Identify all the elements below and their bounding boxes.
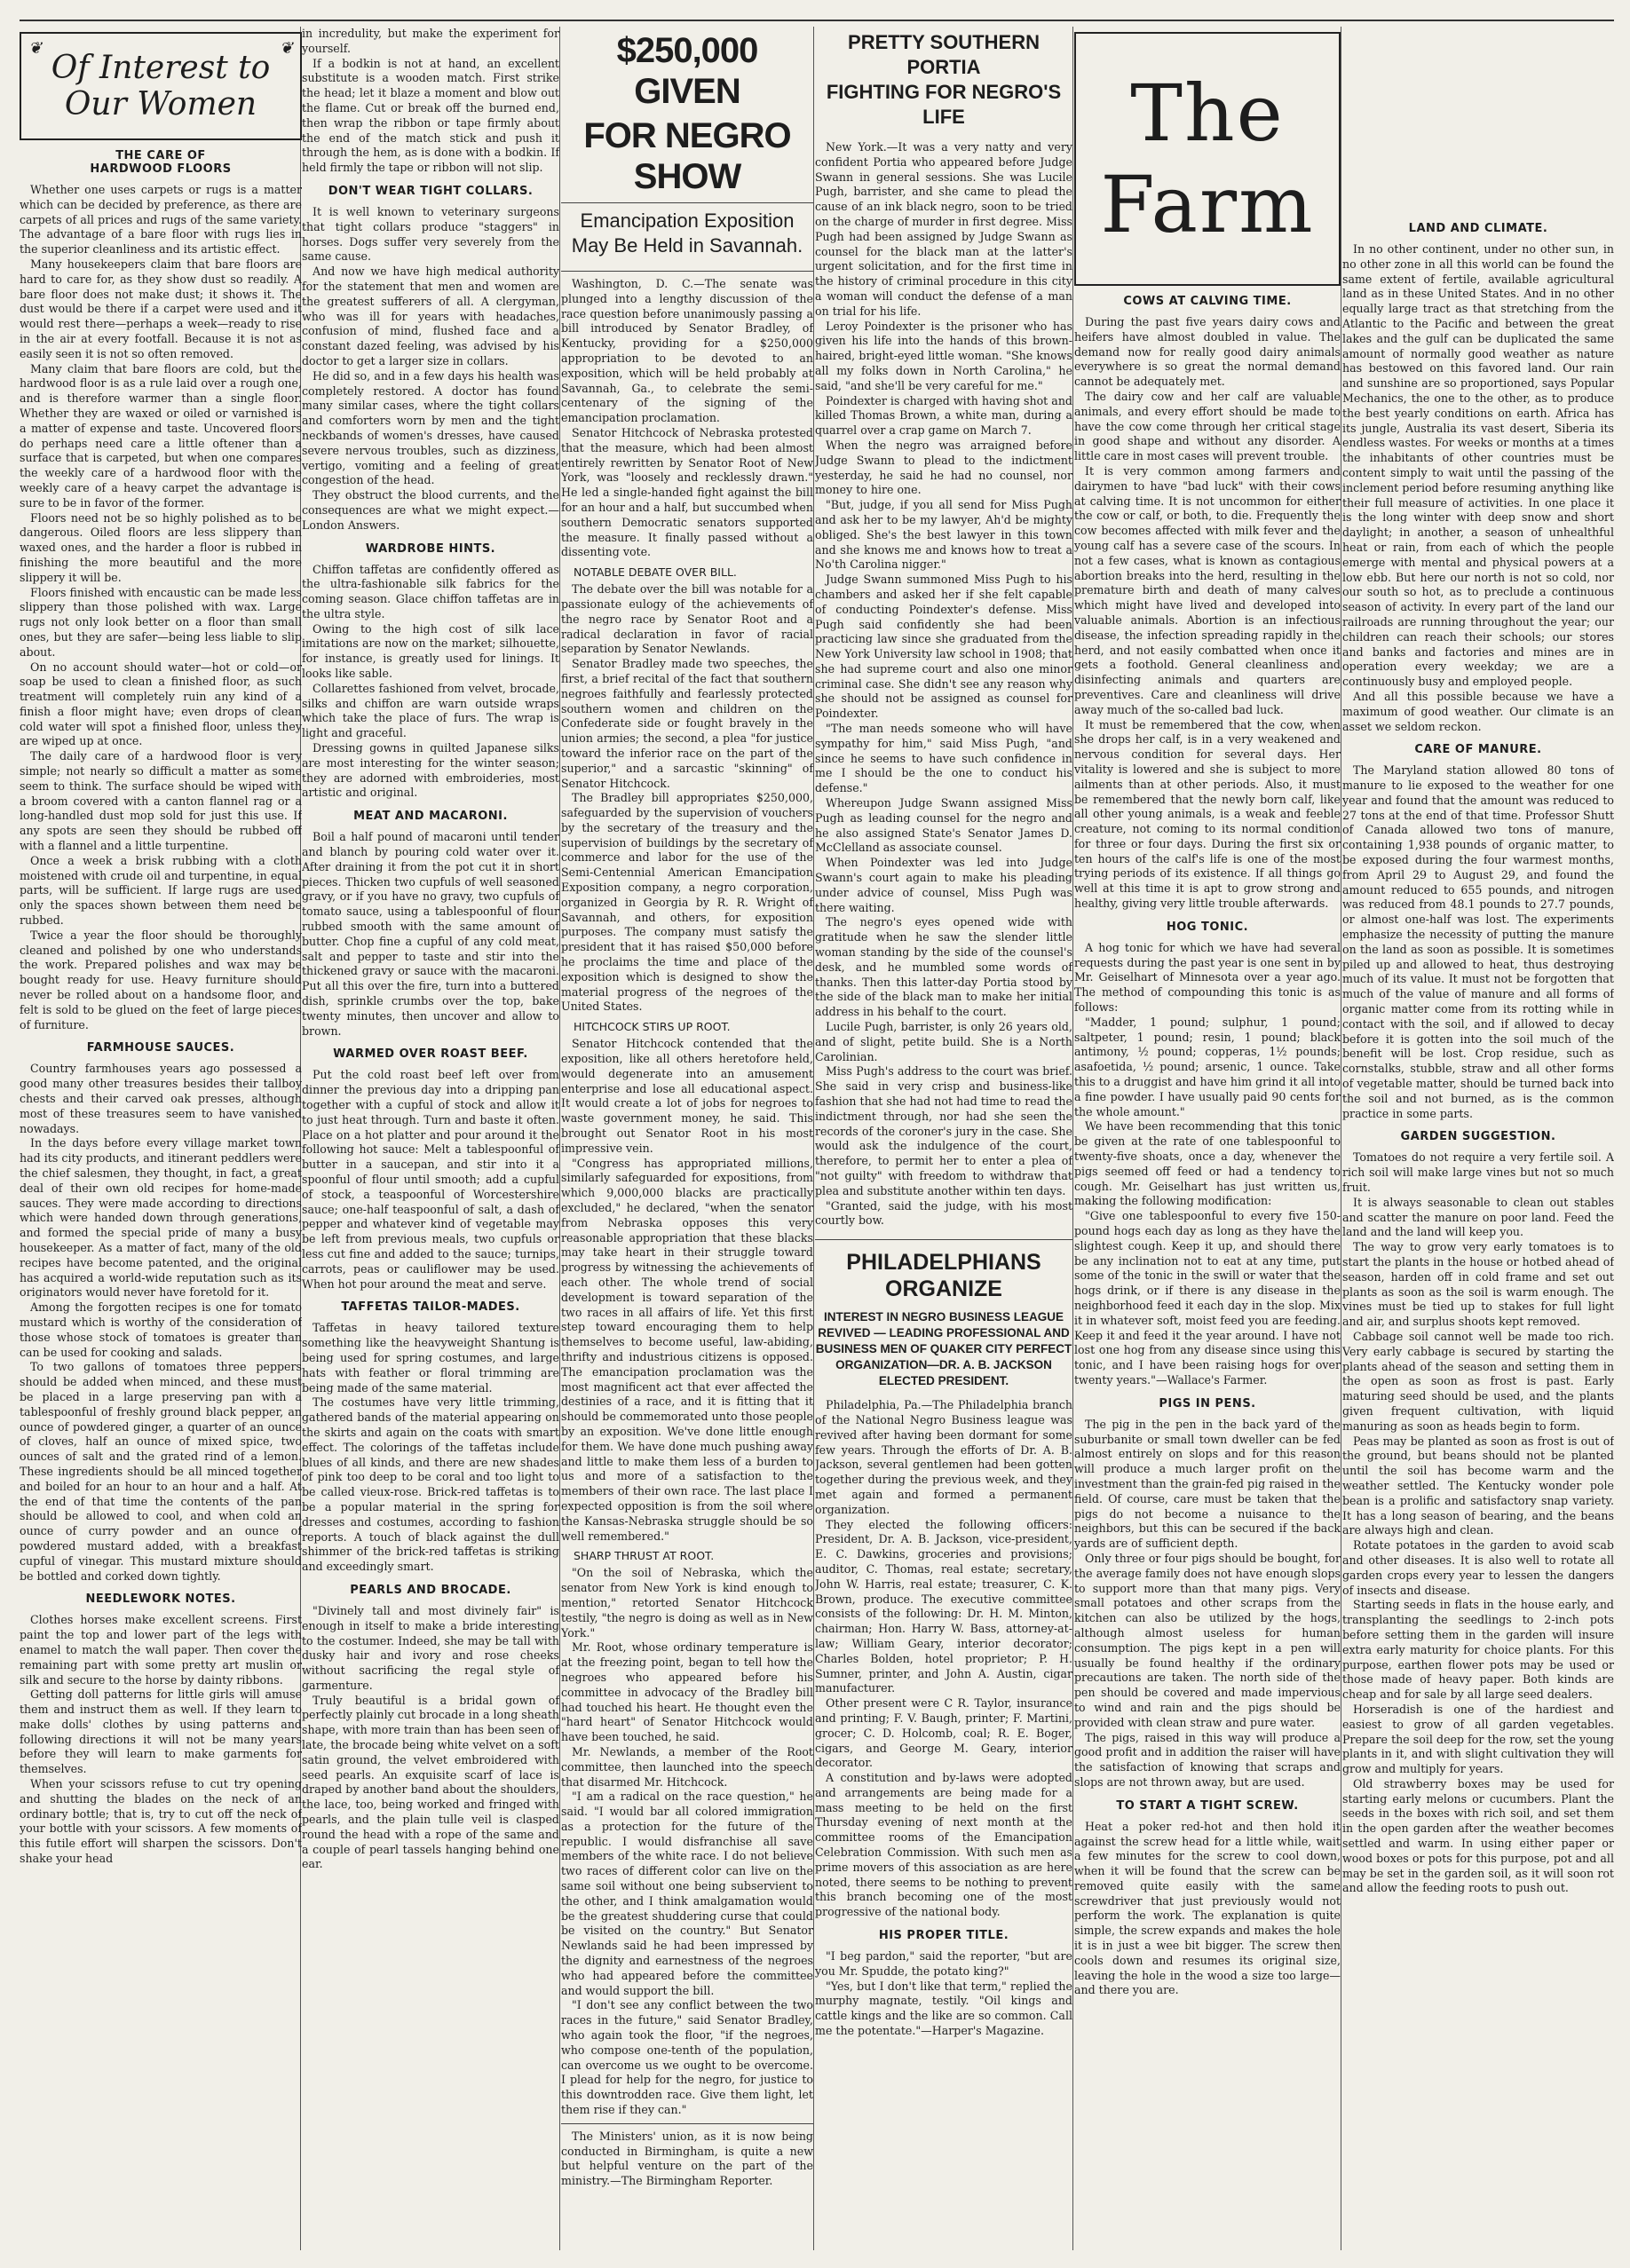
article-body-farmhouse-sauces: Country farmhouses years ago possessed a good many other treasures besides their tallboy chests and their carved oak presses, although most of these treasures seem to have vanished nowadays. In the days before every village market town had its city products, and itinerant peddlers were the chief salesmen, they thought, in fact, a great deal of their own old recipes for home-made sauces. They were made according to directions which were handed down through generations, and formed the special pride of many a busy housekeeper. As a matter of fact, many of the old recipes have become patented, and the original has acquired a world-wide reputation such as its originators would never have foretold for it. Among the forgotten recipes is one for tomato mustard which is worthy of the consideration of those whose stock of tomatoes is greater than can be used for cooking and salads. To two gallons of tomatoes three peppers should be added when minced, and these must be placed in a large preserving pan with a tablespoonful of freshly ground black pepper, an ounce of powdered ginger, a quarter of an ounce of cloves, half an ounce of mixed spice, two ounces of salt and the grated rind of a lemon. These ingredients should be all minced together and boiled for an hour to an hour and a half. At the end of that time the contents of the pan should be allowed to cool, and when cold an ounce of curry powder and an ounce of powdered mustard added, with a breakfast cupful of vinegar. This mustard mixture should be bottled and corked down tightly. — [20, 1062, 302, 1583]
article-body: "On the soil of Nebraska, which the senator from New York is kind enough to mention," retorted Senator Hitchcock testily, "the negro is doing as well as in New York." — [561, 1566, 813, 1640]
divider — [561, 2123, 813, 2124]
article-headline: GARDEN SUGGESTION. — [1400, 1130, 1556, 1144]
article-body: Mr. Newlands, a member of the Root committee, then launched into the speech that disarmed Mr. Hitchcock. — [561, 1744, 813, 1789]
column-farm — [1074, 27, 1341, 2250]
article-headline: PEARLS AND BROCADE. — [350, 1583, 511, 1597]
article-body: It is well known to veterinary surgeons that tight collars produce "staggers" in horses. Dogs suffer very severely from the same cause. — [302, 204, 559, 264]
article-body: Owing to the high cost of silk lace imitations are now on the market; silhouette, for instance, is greatly used for linings. It looks like sable. — [302, 621, 559, 681]
article-body: "I am a radical on the race question," he said. "I would bar all colored immigration as a protection for the future of the republic. I would disfranchise all save members of the white race. I do not believe two races of different color can live on the same soil without one being subservient to the other, and I think amalgamation would be the greatest shuddering curse that could be visited on the country." But Senator Newlands said he had been impressed by the dignity and earnestness of the negroes who had appeared before the committee and would support the bill. — [561, 1790, 813, 1997]
article-body: We have been recommending that this tonic be given at the rate of one tablespoonful to twenty-five shoats, once a day, whenever the pigs seemed off feed or had a tendency to cough. Mr. Geiselhart has just written us, making the following modification: — [1074, 1119, 1341, 1208]
article-subhead: NOTABLE DEBATE OVER BILL. — [574, 565, 737, 580]
article-headline: COWS AT CALVING TIME. — [1123, 295, 1292, 308]
article-body: It must be remembered that the cow, when she drops her calf, is in a very weakened and nervous condition for several days. Her vitality is lowered and she is subject to more ailments than at other periods. Also, it must be remembered that the newly born calf, like all other young animals, is a weak and feeble creature, not coming to its normal condition for three or four days. During the first six or ten hours of the calf's life is one of the most trying periods of its existence. If all things go well at this time it is apt to grow strong and healthy, giving very little trouble afterwards. — [1074, 717, 1341, 911]
ornament-icon: ❦ — [28, 39, 43, 58]
article-body: "Give one tablespoonful to every five 150-pound hogs each day as long as they have the slightest cough. Keep it up, and should there be any inclination not to eat at any time, put some of the tonic in the swill or water that the hogs drink, or if there is any disease in the neighborhood feed it each day in the slop. Mix it in whatever soft, moist feed you are feeding. Keep it and feed it the year around. I have not lost one hog from any disease since using this tonic, and I have been raising hogs for over twenty years."—Wallace's Farmer. — [1074, 1209, 1341, 1387]
article-body: "Congress has appropriated millions, similarly safeguarded for expositions, from which 9,000,000 blacks are practically excluded," he declared, "when the senator from Nebraska opposes this very reasonable appropriation that these blacks may take heart in their struggle toward progress by witnessing the achievements of each other. The whole trend of social development is toward separation of the two races in all affairs of life. Yet this first step toward encouraging them to help themselves to become useful, law-abiding, thrifty and industrious citizens is opposed. The emancipation proclamation was the most magnificent act that ever affected the destinies of a race, and it is fitting that it should be commemorated unto those people by an exposition. We've done little enough for them. We have done much pushing away and little to make them less of a burden to us and more of a satisfaction to the members of their own race. The last place I expected opposition is from the soil where the Kansas-Nebraska struggle should be so well remembered." — [561, 1156, 813, 1543]
article-body: The pigs, raised in this way will produce a good profit and in addition the raiser will have the satisfaction of knowing that scraps and slops are not thrown away, but are used. — [1074, 1730, 1341, 1789]
article-headline: TO START A TIGHT SCREW. — [1116, 1798, 1299, 1813]
farm-section-banner: The Farm — [1074, 32, 1341, 286]
article-body: The Bradley bill appropriates $250,000, safeguarded by the supervision of vouchers by the secretary of the treasury and the supervision of buildings by the secretary of commerce and labor for the use of the Semi-Centennial American Emancipation Exposition company, a negro corporation, organized in Georgia by R. R. Wright of Savannah, and others, for exposition purposes. The company must satisfy the president that it has raised $50,000 before he proclaims the time and place of the exposition which is designed to show the material progress of the negroes of the United States. — [561, 791, 813, 1014]
article-subhead: HITCHCOCK STIRS UP ROOT. — [574, 1020, 731, 1034]
article-headline: PIGS IN PENS. — [1159, 1396, 1256, 1411]
article-headline: HOG TONIC. — [1166, 920, 1249, 934]
article-body: When Poindexter was led into Judge Swann's court again to make his pleading under advice of counsel, Miss Pugh was there waiting. — [815, 856, 1072, 914]
column-rule — [559, 27, 560, 2250]
article-body: Boil a half pound of macaroni until tender and blanch by pouring cold water over it. After draining it from the pot cut it in short pieces. Thicken two cupfuls of well seasoned gravy, or if you have no gravy, two cupfuls of tomato sauce, using a tablespoonful of flour rubbed smooth with the same amount of butter. Chop fine a cupful of any cold meat, salt and pepper to taste and stir into the thickened gravy or sauce with the macaroni. Put all this over the fire, turn into a buttered dish, sprinkle crumbs over the top, bake twenty minutes, then uncover and allow to brown. — [302, 830, 559, 1038]
article-body: "Granted, said the judge, with his most courtly bow. — [815, 1198, 1072, 1228]
article-body: "Madder, 1 pound; sulphur, 1 pound; saltpeter, 1 pound; resin, 1 pound; black antimony, ½ pound; copperas, 1½ pounds; asafoetida, ½ pound; arsenic, 1 ounce. Take this to a druggist and have him grind it all into a fine powder. I have usually paid 90 cents for the whole amount." — [1074, 1015, 1341, 1118]
article-body: A constitution and by-laws were adopted and arrangements are being made for a mass meeting to be held on the first Thursday evening of next month at the committee rooms of the Emancipation Celebration Commission. With such men as prime movers of this association as are here noted, there seems to be nothing to prevent this branch becoming one of the most progressive of the national body. — [815, 1771, 1072, 1919]
column-negro-show — [561, 27, 813, 2250]
article-body: Mr. Root, whose ordinary temperature is at the freezing point, began to tell how the negroes who appeared before his committee in advocacy of the Bradley bill had touched his heart. He thought even the "hard heart" of Senator Hitchcock would have been touched, he said. — [561, 1640, 813, 1744]
subheadline: Emancipation Exposition May Be Held in Savannah. — [571, 209, 803, 257]
article-body: When the negro was arraigned before Judge Swann to plead to the indictment yesterday, he said he had no counsel, nor money to hire one. — [815, 438, 1072, 497]
ornament-icon: ❦ — [279, 39, 293, 58]
headline: PHILADELPHIANS ORGANIZE — [815, 1239, 1072, 1302]
article-body: "Divinely tall and most divinely fair" is enough in itself to make a bride interesting to the costumer. Indeed, she may be tall with dusky hair and ivory and rose cheeks without sacrificing the regal style of garmenture. — [302, 1603, 559, 1692]
article-headline: WARMED OVER ROAST BEEF. — [333, 1047, 528, 1062]
headline-line-1: $250,000 GIVEN — [616, 31, 758, 111]
article-body-hardwood-floors: Whether one uses carpets or rugs is a matter which can be decided by preference, as there are carpets of all prices and rugs of the same variety. The advantage of a bare floor with rugs lies in the superior cleanliness and its artistic effect. Many housekeepers claim that bare floors are hard to care for, as they show dust so readily. A bare floor does not make dust; it shows it. The dust would be there if a carpet were used and it would rest there—perhaps a week—ready to rise in the air at every footfall. Because it is not as easily seen it is not so often removed. Many claim that bare floors are cold, but the hardwood floor is as a rule laid over a rough one, and is therefore warmer than a single floor. Whether they are waxed or oiled or varnished is a matter of expense and taste. Uncovered floors do perhaps need care a little oftener than a surface that is carpeted, but when one compares the weekly care of a hardwood floor with the weekly care of a heavy carpet the advantage is sure to be in favor of the former. Floors need not be so highly polished as to be dangerous. Oiled floors are less slippery than waxed ones, and the harder a floor is rubbed in finishing the more beautiful and the more slippery it will be. Floors finished with encaustic can be made less slippery than those polished with wax. Large rugs not only look better on a floor than small ones, but they are safer—being less liable to slip about. On no account should water—hot or cold—or soap be used to clean a finished floor, as such treatment will completely ruin any kind of a finish a floor might have; even drops of clean cold water will spot a finished floor, unless they are wiped up at once. The daily care of a hardwood floor is very simple; not nearly so difficult a matter as some seem to think. The surface should be wiped with a broom covered with a canton flannel rag or a long-handled dust mop sold for just this use. If any spots are seen they should be rubbed off with a flannel and a little turpentine. Once a week a brisk rubbing with a cloth moistened with crude oil and turpentine, in equal parts, will be sufficient. If large rugs are used only the spaces shown between them need be rubbed. Twice a year the floor should be thoroughly cleaned and polished by one who understands the work. Prepared polishes and wax may be bought ready for use. Heavy furniture should never be rolled about on a handsome floor, and felt is sold to be glued on the feet of large pieces of furniture. — [20, 183, 302, 1031]
article-body: Starting seeds in flats in the house early, and transplanting the seedlings to 2-inch pots before setting them in the garden will insure extra early maturity for choice plants. For this purpose, earthen flower pots may be used or those made of heavy paper. Both kinds are cheap and for sale by all large seed dealers. — [1342, 1598, 1614, 1702]
article-body: In no other continent, under no other sun, in no other zone in all this world can be found the same extent of fertile, available agricultural land as in these United States. And in no other equally large tract as that stretching from the Atlantic to the Pacific and between the great lakes and the gulf can be duplicated the same amount of normally good weather as nature has bestowed on this favored land. Our rain and sunshine are so proportioned, says Popular Mechanics, the one to the other, as to produce the best yearly conditions on earth. Africa has its jungle, Australia its vast desert, Siberia its endless wastes. For weeks or months at a times the inhabitants of other countries must be content simply to wait until the passing of the inclement period before resuming anything like their full measure of activities. In one place it is the long winter with deep snow and short daylight; in another, a season of unhealthful heat or rain, from each of which the people emerge with mental and physical powers at a low ebb. But here our north is not so cold, nor our south so hot, as to preclude a continuous season of activity. In every part of the land our railroads are running throughout the year; our children can reach their schools; our stores and banks and factories and mines are in operation every weekday; we are a continuously busy and employed people. — [1342, 242, 1614, 689]
article-body: in incredulity, but make the experiment for yourself. — [302, 27, 559, 55]
article-body: The way to grow very early tomatoes is to start the plants in the house or hotbed ahead of season, harden off in cold frame and set out plants as soon as the soil is warm enough. The vines must be tied up to stakes for full light and air, and surplus shoots kept removed. — [1342, 1240, 1614, 1329]
article-body: A hog tonic for which we have had several requests during the past year is one sent in by Mr. Geiselhart of Minnesota over a year ago. The method of compounding this tonic is as follows: — [1074, 940, 1341, 1015]
article-body: Taffetas in heavy tailored texture something like the heavyweight Shantung is being used for spring costumes, and large hats with feather or floral trimming are being made of the same material. — [302, 1321, 559, 1395]
column-farm-continued — [1342, 27, 1614, 2250]
article-body: Poindexter is charged with having shot and killed Thomas Brown, a white man, during a quarrel over a crap game on March 7. — [815, 393, 1072, 438]
article-body: The Ministers' union, as it is now being conducted in Birmingham, is quite a new but helpful venture on the part of the ministry.—The Birmingham Reporter. — [561, 2129, 813, 2188]
article-body: Miss Pugh's address to the court was brief. She said in very crisp and business-like fashion that she had not had time to read the indictment through, nor had she seen the records of the coroner's jury in the case. She would ask the indulgence of the court, therefore, to permit her to enter a plea of "not guilty" with freedom to withdraw that plea and substitute another within ten days. — [815, 1064, 1072, 1197]
article-body: Collarettes fashioned from velvet, brocade, silks and chiffon are warn outside wraps which take the place of furs. The wrap is light and graceful. — [302, 681, 559, 740]
article-body: "Yes, but I don't like that term," replied the murphy magnate, testily. "Oil kings and cattle kings and the like are so common. Call me the potentate."—Harper's Magazine. — [815, 1979, 1072, 2038]
article-body: Rotate potatoes in the garden to avoid scab and other diseases. It is also well to rotate all garden crops every year to lessen the dangers of insects and disease. — [1342, 1538, 1614, 1597]
headline-deck: INTEREST IN NEGRO BUSINESS LEAGUE REVIVED — LEADING PROFESSIONAL AND BUSINESS MEN OF QUAKER CITY PERFECT ORGANIZATION—DR. A. B. JACKSON ELECTED PRESIDENT. — [815, 1310, 1072, 1388]
article-body: Dressing gowns in quilted Japanese silks are most interesting for the winter season; they are adorned with embroideries, most artistic and original. — [302, 741, 559, 800]
article-body: The pig in the pen in the back yard of the suburbanite or small town dweller can be fed almost entirely on slops and for this reason will produce a much larger profit on the investment than the grain-fed pig raised in the field. Of course, care must be taken that the pigs do not become a nuisance to the neighbors, but this can be secured if the back yards are of sufficient depth. — [1074, 1417, 1341, 1551]
article-body: "The man needs someone who will have sympathy for him," said Miss Pugh, "and since he seems to have such confidence in me I should be the one to conduct his defense." — [815, 722, 1072, 795]
article-body: If a bodkin is not at hand, an excellent substitute is a wooden match. First strike the head; let it blaze a moment and blow out the flame. Cut or break off the burned end, then wrap the ribbon or tape firmly about the end of the match stick and push it through the hem, as is done with a bodkin. If held firmly the tape or ribbon will not slip. — [302, 56, 559, 175]
article-body: Peas may be planted as soon as frost is out of the ground, but beans should not be planted until the soil has become warm and the weather settled. The Kentucky wonder pole bean is a prolific and satisfactory snap variety. It has a long season of bearing, and the beans are always high and clean. — [1342, 1434, 1614, 1537]
womens-section-title: Of Interest to Our Women — [51, 50, 271, 122]
article-headline: MEAT AND MACARONI. — [353, 810, 508, 824]
article-body: New York.—It was a very natty and very confident Portia who appeared before Judge Swann in general sessions. She was Lucile Pugh, barrister, and she came to plead the cause of an ink black negro, soon to be tried on the charge of murder in first degree. Miss Pugh had been assigned by Judge Swann as counsel for the black man at the latter's urgent solicitation, and for the first time in the history of criminal procedure in this city a woman will conduct the defense of a man on trial for his life. — [815, 140, 1072, 318]
article-body: Whereupon Judge Swann assigned Miss Pugh as leading counsel for the negro and he also assigned State's Senator James D. McClelland as associate counsel. — [815, 796, 1072, 855]
column-womens-continued — [302, 27, 559, 2250]
article-body: Truly beautiful is a bridal gown of perfectly plainly cut brocade in a long sheath shape, with more train than has been seen of late, the brocade being white velvet on a soft satin ground, the velvet embroidered with seed pearls. An exquisite scarf of lace is draped by another band about the shoulders, the lace, too, being worked and fringed with pearls, and the plain tulle veil is clasped round the head with a rope of the same and a couple of pearl tassels hanging behind one ear. — [302, 1693, 559, 1871]
article-headline: LAND AND CLIMATE. — [1408, 222, 1548, 235]
article-body: And now we have high medical authority for the statement that men and women are the greatest sufferers of all. A clergyman, who was ill for years with headaches, confusion of mind, flushed face and a constant dazed feeling, was advised by his doctor to get a larger size in collars. — [302, 265, 559, 367]
article-headline: DON'T WEAR TIGHT COLLARS. — [328, 184, 534, 198]
article-body: He did so, and in a few days his health was completely restored. A doctor has found many similar cases, where the tight collars and comforters worn by men and the tight neckbands of women's dresses, have caused severe nervous troubles, such as dizziness, vertigo, vomiting and a feeling of great congestion of the head. — [302, 368, 559, 487]
article-body: It is always seasonable to clean out stables and scatter the manure on poor land. Feed the land and the land will keep you. — [1342, 1195, 1614, 1239]
article-headline: CARE OF MANURE. — [1414, 743, 1542, 757]
column-womens — [20, 27, 302, 2250]
article-body: "But, judge, if you all send for Miss Pugh and ask her to be my lawyer, Ah'd be mighty obliged. She's the best lawyer in this town and she knows me and knows how to treat a No'th Carolina nigger." — [815, 498, 1072, 572]
article-body: The costumes have very little trimming, gathered bands of the material appearing on the skirts and again on the coats with smart effect. The colorings of the taffetas include blues of all kinds, and there are new shades of pink too deep to be coral and too light to be called vieux-rose. Brick-red taffetas is to be a popular material in the spring for dresses and costumes, according to fashion reports. A touch of black against the dull shimmer of the brick-red taffetas is striking and exceedingly smart. — [302, 1395, 559, 1574]
article-body: And all this possible because we have a maximum of good weather. Our climate is an asset we seldom reckon. — [1342, 689, 1614, 733]
article-body: Senator Hitchcock contended that the exposition, like all others heretofore held, would degenerate into an amusement enterprise and lose all educational aspect. It would create a lot of jobs for negroes to waste government money, he said. This brought out Senator Root in his most impressive vein. — [561, 1037, 813, 1155]
article-body: Chiffon taffetas are confidently offered as the ultra-fashionable silk fabrics for the coming season. Glace chiffon taffetas are in the ultra style. — [302, 562, 559, 620]
article-body-needlework: Clothes horses make excellent screens. First paint the top and lower part of the legs with enamel to match the wall paper. Then cover the remaining part with some pretty art muslin or silk and secure to the horse by dainty ribbons. Getting doll patterns for little girls will amuse them and instruct them as well. If they learn to make dolls' clothes by using patterns and following directions it will not be many years before they will learn to make garments for themselves. When your scissors refuse to cut try opening and shutting the blades on the neck of an ordinary bottle; that is, try to cut off the neck of your bottle with your scissors. A few moments of this futile effort will sharpen the scissors. Don't shake your head — [20, 1613, 302, 1866]
headline: PRETTY SOUTHERN PORTIA FIGHTING FOR NEGRO'S LIFE — [826, 31, 1062, 128]
article-body: Washington, D. C.—The senate was plunged into a lengthy discussion of the race question before unanimously passing a bill introduced by Senator Bradley, of Kentucky, providing for a $250,000 appropriation to be devoted to an exposition, which will be held probably at Savannah, Ga., to celebrate the semi-centenary of the signing of the emancipation proclamation. — [561, 277, 813, 425]
article-body: During the past five years dairy cows and heifers have almost doubled in value. The demand now for really good dairy animals everywhere is so great the normal demand cannot be adequately met. — [1074, 315, 1341, 389]
article-headline: FARMHOUSE SAUCES. — [86, 1041, 235, 1055]
article-body: Judge Swann summoned Miss Pugh to his chambers and asked her if she felt capable of conducting Poindexter's defense. Miss Pugh said confidently she had been practicing law since she graduated from the New York University law school in 1908; that she had supreme court and also one minor criminal case. She didn't see any reason why she should not be assigned as counsel for Poindexter. — [815, 573, 1072, 721]
article-headline: HIS PROPER TITLE. — [878, 1929, 1009, 1943]
top-border — [20, 20, 1614, 21]
article-body: Put the cold roast beef left over from dinner the previous day into a dripping pan together with a cupful of stock and allow it to just heat through. Turn and baste it often. Place on a hot platter and pour around it the following hot sauce: Melt a tablespoonful of butter in a saucepan, and stir into it a spoonful of flour until smooth; add a cupful of stock, a teaspoonful of Worcestershire sauce; one-half teaspoonful of salt, a dash of pepper and whatever kind of vegetable may be left from previous meals, two cupfuls or less cut fine and added to the sauce; turnips, carrots, peas or cauliflower may be used. When hot pour around the meat and serve. — [302, 1068, 559, 1291]
article-headline: WARDROBE HINTS. — [365, 541, 496, 556]
column-rule — [1072, 27, 1073, 2250]
article-body: They elected the following officers: President, Dr. A. B. Jackson, vice-president, E. C. Dawkins, groceries and provisions; auditor, C. Thomas, real estate; secretary, John W. Harris, real estate; treasurer, C. K. Brown, produce. The executive committee consists of the following: Dr. H. M. Minton, chairman; Hon. Harry W. Bass, attorney-at-law; William Geary, interior decorator; Charles Bolden, hotel proprietor; P. H. Sumner, printer, and John A. Austin, cigar manufacturer. — [815, 1517, 1072, 1695]
article-body: Leroy Poindexter is the prisoner who has given his life into the hands of this brown-haired, bright-eyed little woman. "She knows all my folks down in North Carolina," he said, "and she'll be very careful for me." — [815, 319, 1072, 392]
article-body: Only three or four pigs should be bought, for the average family does not have enough slops to support more than that many pigs. Very small potatoes and other scraps from the kitchen can also be utilized by the hogs, although almost useless for human consumption. The pigs kept in a pen will usually be found healthy if the ordinary precautions are taken. The north side of the pen should be covered and made impervious to wind and rain and the pigs should be provided with clean straw and pure water. — [1074, 1551, 1341, 1729]
article-body: Other present were C R. Taylor, insurance and printing; F. V. Baugh, printer; F. Martini, grocer; C. D. Holcomb, coal; R. E. Boger, cigars, and George M. Geary, interior decorator. — [815, 1696, 1072, 1770]
divider — [561, 271, 813, 272]
article-body: Senator Hitchcock of Nebraska protested that the measure, which had been almost entirely rewritten by Senator Root of New York, was "loosely and recklessly drawn." He led a single-handed fight against the bill for an hour and a half, but succumbed when southern Democratic senators supported the measure. It finally passed without a dissenting vote. — [561, 425, 813, 559]
article-body: The Maryland station allowed 80 tons of manure to lie exposed to the weather for one year and found that the amount was reduced to 27 tons at the end of that time. Professor Shutt of Canada allowed two tons of manure, containing 1,938 pounds of organic matter, to be exposed during the four warmest months, from April 29 to August 29, and found the amount reduced to 655 pounds, and nitrogen was reduced from 48.1 pounds to 27.7 pounds, or almost one-half was lost. The experiments emphasize the necessity of putting the manure on the land as soon as possible. It is sometimes piled up and allowed to heat, thus destroying much of its value. It must not be forgotten that much of the value of manure and all forms of organic matter come from its rotting while in contact with the soil, and if allowed to decay before it is gotten into the soil much of the benefit will be lost. Crop residue, such as cornstalks, stubble, straw and all other forms of vegetable matter, should be turned back into the soil and not burned, as is the common practice in some parts. — [1342, 763, 1614, 1120]
article-headline: NEEDLEWORK NOTES. — [85, 1592, 236, 1607]
article-body: "I don't see any conflict between the two races in the future," said Senator Bradley, who again took the floor, "if the negroes, who compose one-tenth of the population, can overcome us we ought to be overcome. I plead for help for the negro, for justice to this downtrodden race. Give them light, let them rise if they can." — [561, 1998, 813, 2117]
divider — [561, 202, 813, 203]
article-body: Philadelphia, Pa.—The Philadelphia branch of the National Negro Business league was revived after having been dormant for some few years. Through the efforts of Dr. A. B. Jackson, several gentlemen had been gotten together during the previous week, and they met again and formed a permanent organization. — [815, 1398, 1072, 1516]
article-body: Senator Bradley made two speeches, the first, a brief recital of the fact that southern negroes faithfully and fearlessly protected southern women and children on the Confederate side or fought bravely in the union armies; the second, a plea "for justice toward the inferior race on the part of the superior," and a sarcastic "skinning" of Senator Hitchcock. — [561, 657, 813, 790]
article-body: Horseradish is one of the hardiest and easiest to grow of all garden vegetables. Prepare the soil deep for the row, set the young plants in it, and with slight cultivation they will grow and multiply for years. — [1342, 1702, 1614, 1776]
article-headline: TAFFETAS TAILOR-MADES. — [341, 1300, 520, 1315]
article-body: Lucile Pugh, barrister, is only 26 years old, and of slight, petite build. She is a North Carolinian. — [815, 1020, 1072, 1063]
headline-line-2: FOR NEGRO SHOW — [583, 116, 791, 196]
article-body: The negro's eyes opened wide with gratitude when he saw the slender little woman standing by the side of the counsel's desk, and he mumbled some words of thanks. Then this latter-day Portia stood by the side of the black man to make her initial address in his behalf to the court. — [815, 915, 1072, 1019]
article-body: The dairy cow and her calf are valuable animals, and every effort should be made to have the cow come through her critical stage in good shape and without any disorder. A little care in most cases will prevent trouble. — [1074, 389, 1341, 463]
article-headline: THE CARE OF HARDWOOD FLOORS — [90, 149, 232, 176]
article-body: It is very common among farmers and dairymen to have "bad luck" with their cows at calving time. It is not uncommon for either the cow or calf, or both, to die. Frequently the cow becomes affected with milk fever and the young calf has a severe case of the scours. In not a few cases, what is known as contagious abortion breaks into the herd, resulting in the premature birth and death of many calves which might have lived and developed into valuable animals. Abortion is an infectious disease, the infection spreading rapidly in the herd, and not easily combatted when once it gets a foothold. General cleanliness and disinfecting animals and quarters are preventives. Care and cleanliness will drive away much of the so-called bad luck. — [1074, 463, 1341, 716]
article-body: Cabbage soil cannot well be made too rich. Very early cabbage is secured by starting the plants ahead of the season and setting them in the open as soon as frost is past. Early maturing seed should be used, and the plants given frequent cultivation, with liquid manuring as soon as heads begin to form. — [1342, 1329, 1614, 1433]
banner-spacer — [1342, 27, 1614, 213]
column-rule — [813, 27, 814, 2250]
column-portia — [815, 27, 1072, 2250]
article-body: They obstruct the blood currents, and the consequences are what we might expect.—London Answers. — [302, 488, 559, 532]
article-body: Tomatoes do not require a very fertile soil. A rich soil will make large vines but not so much fruit. — [1342, 1150, 1614, 1195]
article-body: Heat a poker red-hot and then hold it against the screw head for a little while, wait a few minutes for the screw to cool down, when it will be found that the screw can be removed quite easily with the same screwdriver that just previously would not perform the work. The explanation is quite simple, the screw expands and makes the hole it is in just a wee bit bigger. The screw then cools down and resumes its original size, leaving the hole in the wood a size too large—and there you are. — [1074, 1819, 1341, 1997]
article-subhead: SHARP THRUST AT ROOT. — [574, 1549, 715, 1563]
article-body: The debate over the bill was notable for a passionate eulogy of the achievements of the negro race by Senator Root and a radical declaration in favor of racial separation by Senator Newlands. — [561, 582, 813, 656]
womens-section-banner — [20, 32, 302, 140]
article-body: "I beg pardon," said the reporter, "but are you Mr. Spudde, the potato king?" — [815, 1949, 1072, 1978]
article-body: Old strawberry boxes may be used for starting early melons or cucumbers. Plant the seeds in the boxes with rich soil, and set them in the open garden after the weather becomes settled and warm. In using either paper or wood boxes or pots for this purpose, pot and all may be set in the garden soil, as it will soon rot and allow the feeding roots to push out. — [1342, 1776, 1614, 1895]
